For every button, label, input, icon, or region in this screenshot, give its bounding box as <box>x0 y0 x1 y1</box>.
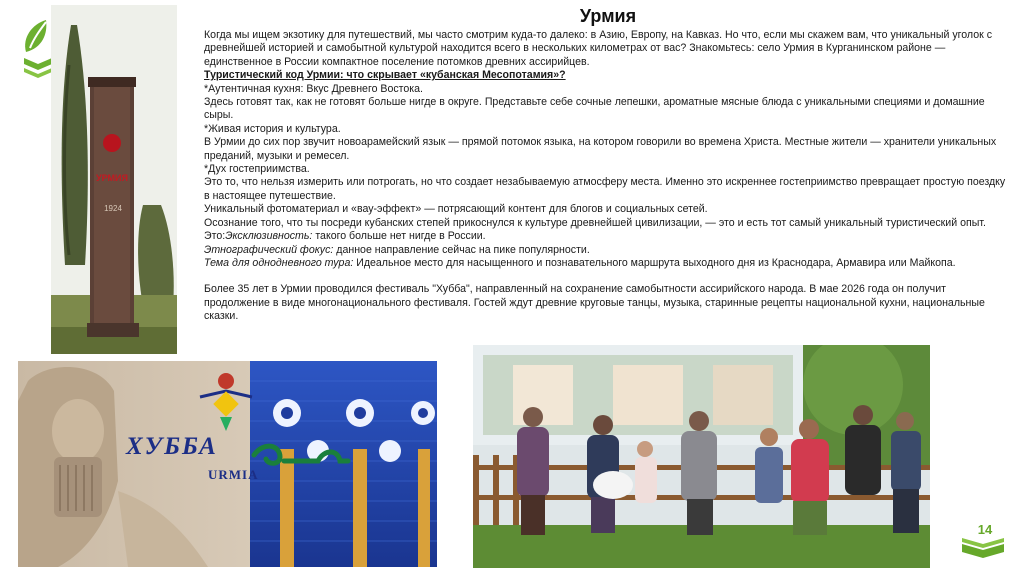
tour-text: Идеальное место для насыщенного и познавательного маршрута выходного дня из Краснодара, Армавира или Майкопа. <box>353 256 956 269</box>
stele-year-text: 1924 <box>104 204 122 213</box>
stele-sign-text: УРМИЯ <box>96 173 128 183</box>
ethno-line <box>204 244 1012 257</box>
exclusive-prefix: Это: <box>204 230 226 243</box>
awareness-text: Осознание того, что ты посреди кубанских степей прикоснулся к культуре древнейшей цивилизации, — это и есть тот самый уникальный туристический опыт. <box>204 216 986 229</box>
history-title: *Живая история и культура. <box>204 122 341 135</box>
article-text <box>204 29 1012 324</box>
stele-photo <box>51 5 177 354</box>
hospitality-text: Это то, что нельзя измерить или потрогать, но что создает незабываемую атмосферу места. Именно это искреннее гостеприимство превращает простую поездку в настоящее путешествие. <box>204 176 1006 202</box>
dance-illustration <box>473 345 930 568</box>
intro-paragraph: Когда мы ищем экзотику для путешествий, мы часто смотрим куда-то далеко: в Азию, Европу, на Кавказ. Но что, если мы скажем вам, что уникальный уголок с древнейшей историей и самобытной культурой находится всего в нескольких километрах от вас? Знакомьтесь: село Урмия в Курганинском районе — единственное в России компактное поселение потомков древних ассирийцев. <box>204 29 992 68</box>
hospitality-title: *Дух гостеприимства. <box>204 163 310 176</box>
ethno-label: Этнографический фокус: <box>204 243 334 256</box>
stele-illustration <box>51 5 177 354</box>
cuisine-title: *Аутентичная кухня: Вкус Древнего Востока. <box>204 82 423 95</box>
exclusive-line <box>204 230 1012 243</box>
paragraph-gap <box>204 270 1012 283</box>
ethno-text: данное направление сейчас на пике популярности. <box>333 243 590 256</box>
banner-title: ХУББА <box>126 433 218 460</box>
section-heading: Туристический код Урмии: что скрывает «кубанская Месопотамия»? <box>204 69 566 82</box>
festival-paragraph: Более 35 лет в Урмии проводился фестиваль "Хубба", направленный на сохранение самобытности ассирийского народа. В мае 2026 года он получит продолжение в виде многонационального фестиваля. Гостей ждут древние круговые танцы, музыка, старинные рецепты национальной кухни, национальные сказки. <box>204 283 985 323</box>
photo-material-text: Уникальный фотоматериал и «вау-эффект» — потрясающий контент для блогов и социальных сетей. <box>204 203 708 216</box>
banner-subtitle: URMIA <box>208 467 259 482</box>
festival-dance-photo <box>473 345 930 568</box>
cuisine-text: Здесь готовят так, как не готовят больше нигде в округе. Представьте себе сочные лепешки, ароматные мясные блюда с уникальными специями и домашние сыры. <box>204 96 985 122</box>
khubba-banner-photo <box>18 361 437 567</box>
page-number: 14 <box>977 522 993 537</box>
tour-label: Тема для однодневного тура: <box>204 256 354 269</box>
tour-line <box>204 257 1012 270</box>
banner-illustration <box>18 361 437 567</box>
page-title: Урмия <box>579 6 637 26</box>
history-text: В Урмии до сих пор звучит новоарамейский язык — прямой потомок языка, на котором говорили во времена Христа. Местные жители — хранители уникальных преданий, музыки и ремесел. <box>204 136 997 162</box>
exclusive-text: такого больше нет нигде в России. <box>312 230 486 243</box>
exclusive-label: Эксклюзивность: <box>225 230 313 243</box>
